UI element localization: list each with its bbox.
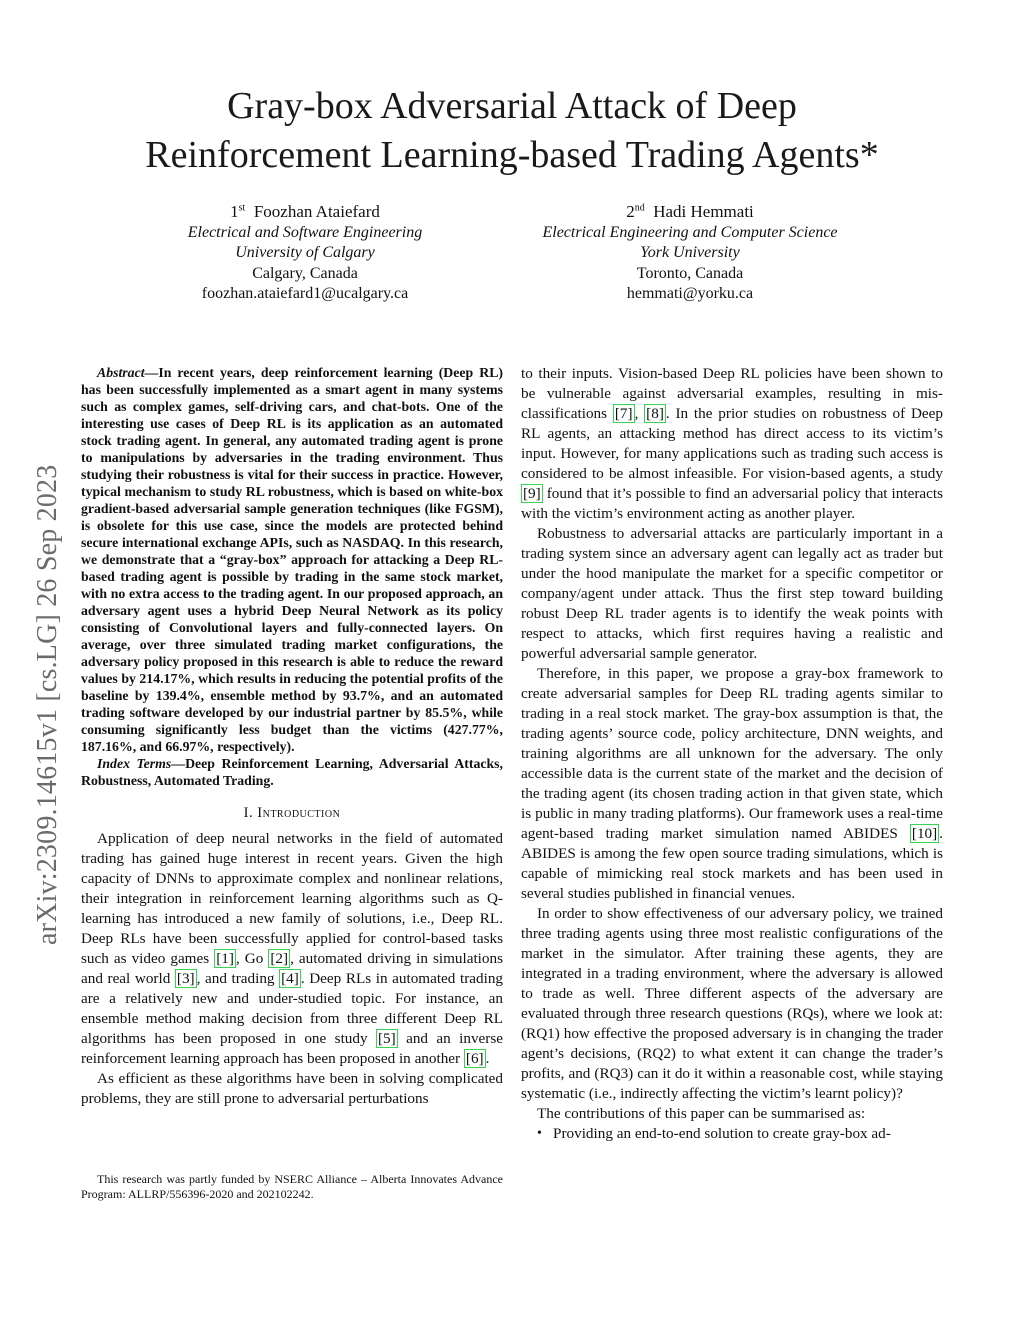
author-location: Toronto, Canada [636, 264, 744, 282]
right-paragraph-4: In order to show effectiveness of our adversary policy, we trained three trading agents using three most realistic configurations of the market in the simulator. After training these agents, they are integrated in a trading environment, where the adversary is allowed to trade as well. Three different aspects of the adversary are evaluated through three research questions (RQs), where we look at: (RQ1) how effective the proposed adversary is in changing the trader agent’s decisions, (RQ2) to what extent it can change the trader’s profits, and (RQ3) can it do it within a reasonable cost, while staying systematic (i.e., indirectly affecting the victim’s learnt policy)? [521, 905, 943, 1102]
citation-link[interactable]: [8] [646, 405, 664, 422]
bullet-icon: • [537, 1126, 542, 1141]
author-block-1 [140, 202, 470, 305]
section-heading-introduction: I. Introduction [243, 805, 341, 821]
author-department: Electrical and Software Engineering [187, 223, 423, 241]
contribution-list-item [537, 1124, 943, 1144]
abstract-label: Abstract [97, 365, 145, 380]
right-paragraph-1: to their inputs. Vision-based Deep RL policies have been shown to be vulnerable against adversarial examples, resulting in mis-classifications [7] , [8] . In the prior studies on robustness of Deep RL agents, an attacking method has direct access to its victim’s input. However, for many applications such as trading such access is considered to be almost infeasible. For vision-based agents, a study [9] found that it’s possible to find an adversarial policy that interacts with the victim’s environment acting as another player. [521, 365, 943, 522]
citation-link[interactable]: [7] [614, 405, 633, 422]
author-email: hemmati@yorku.ca [626, 285, 754, 302]
citation-link[interactable]: [3] [176, 970, 195, 987]
index-terms [81, 755, 503, 789]
arxiv-identifier: arXiv:2309.14615v1 [cs.LG] 26 Sep 2023 [32, 464, 63, 945]
contribution-text: Providing an end-to-end solution to create gray-box ad- [553, 1125, 891, 1142]
author-email: foozhan.ataiefard1@ucalgary.ca [201, 285, 409, 302]
right-paragraph-2: Robustness to adversarial attacks are particularly important in a trading system since an adversary agent can legally act as trader but under the hood manipulate the market for a specific competitor or company/agent under attack. Thus the first step toward building robust Deep RL trader agents is to identify the weak points with respect to attacks, which first requires having a realistic and powerful adversarial sample generator. [521, 525, 943, 662]
author-university: University of Calgary [235, 244, 375, 261]
citation-link[interactable]: [1] [216, 950, 234, 967]
abstract [81, 364, 503, 755]
author-name: 2nd Hadi Hemmati [626, 202, 754, 221]
right-paragraph-3: Therefore, in this paper, we propose a gray-box framework to create adversarial samples for Deep RL trading agents similar to trading in a real stock market. The gray-box assumption is that, the trading agents’ source code, policy architecture, DNN weights, and training algorithms are all unknown for the adversary. The only accessible data is the current state of the market and the decision of the trading agent (its chosen trading action in that given state, which is public in many trading platforms). Our framework uses a real-time agent-based trading market simulation named ABIDES [10] . ABIDES is among the few open source trading simulations, which is capable of mimicking real stock markets and has been used in several studies published in financial venues. [521, 665, 943, 902]
intro-paragraph-1: Application of deep neural networks in the field of automated trading has gained huge interest in recent years. Given the high capacity of DNNs to approximate complex and nonlinear relations, their integration in reinforcement learning algorithms such as Q-learning has introduced a new family of solutions, i.e., Deep RL. Deep RLs have been successfully applied for control-based tasks such as video games [1] , Go [2] , automated driving in simulations and real world [3] , and trading [4] . Deep RLs in automated trading are a relatively new and under-studied topic. For instance, an ensemble method making decision from three different Deep RL algorithms has been proposed in one study [5] and an inverse reinforcement learning approach has been proposed in another [6] . [81, 830, 504, 1067]
paper-title [60, 82, 964, 180]
right-paragraph-5: The contributions of this paper can be summarised as: [537, 1105, 866, 1122]
title-line-2: Reinforcement Learning-based Trading Agents* [145, 134, 879, 176]
citation-link[interactable]: [6] [465, 1050, 484, 1067]
index-terms-text: —Deep Reinforcement Learning, Adversarial Attacks, Robustness, Automated Trading. [81, 756, 503, 788]
abstract-text: —In recent years, deep reinforcement learning (Deep RL) has been successfully implemented as a smart agent in many systems such as complex games, self-driving cars, and chat-bots. One of the interesting use cases of Deep RL is its application as an automated stock trading agent. In general, any automated trading agent is prone to manipulations by adversaries in the trading environment. Thus studying their robustness is vital for their success in practice. However, typical mechanism to study RL robustness, which is based on white-box gradient-based adversarial sample generation techniques (like FGSM), is obsolete for this use case, since the models are protected behind secure international exchange APIs, such as NASDAQ. In this research, we demonstrate that a “gray-box” approach for attacking a Deep RL-based trading agent is possible by trading in the same stock market, with no extra access to the trading agent. In our proposed approach, an adversary agent uses a hybrid Deep Neural Network as its policy consisting of Convolutional layers and fully-connected layers. On average, over three simulated trading market configurations, the adversary policy proposed in this research is able to reduce the reward values by 214.17%, which results in reducing the potential profits of the baseline by 139.4%, ensemble method by 93.7%, and an automated trading software developed by our industrial partner by 85.5%, while consuming significantly less budget than the victims (427.77%, 187.16%, and 66.97%, respectively). [81, 365, 503, 754]
author-name: 1st Foozhan Ataiefard [230, 202, 380, 221]
citation-link[interactable]: [10] [911, 825, 938, 842]
author-block-2 [510, 202, 870, 305]
citation-link[interactable]: [5] [377, 1030, 396, 1047]
index-terms-label: Index Terms [97, 756, 172, 771]
intro-paragraph-2: As efficient as these algorithms have been in solving complicated problems, they are still prone to adversarial perturbations [81, 1070, 503, 1107]
author-location: Calgary, Canada [252, 264, 358, 282]
title-line-1: Gray-box Adversarial Attack of Deep [227, 85, 797, 127]
author-department: Electrical Engineering and Computer Science [542, 223, 838, 241]
citation-link[interactable]: [4] [281, 970, 299, 987]
citation-link[interactable]: [2] [270, 950, 289, 967]
author-university: York University [640, 244, 740, 261]
left-column [81, 364, 503, 1109]
citation-link[interactable]: [9] [523, 485, 541, 502]
right-column [521, 364, 943, 1144]
funding-footnote: This research was partly funded by NSERC Alliance – Alberta Innovates Advance Program: ALLRP/556396-2020 and 202102242. [81, 1172, 503, 1201]
